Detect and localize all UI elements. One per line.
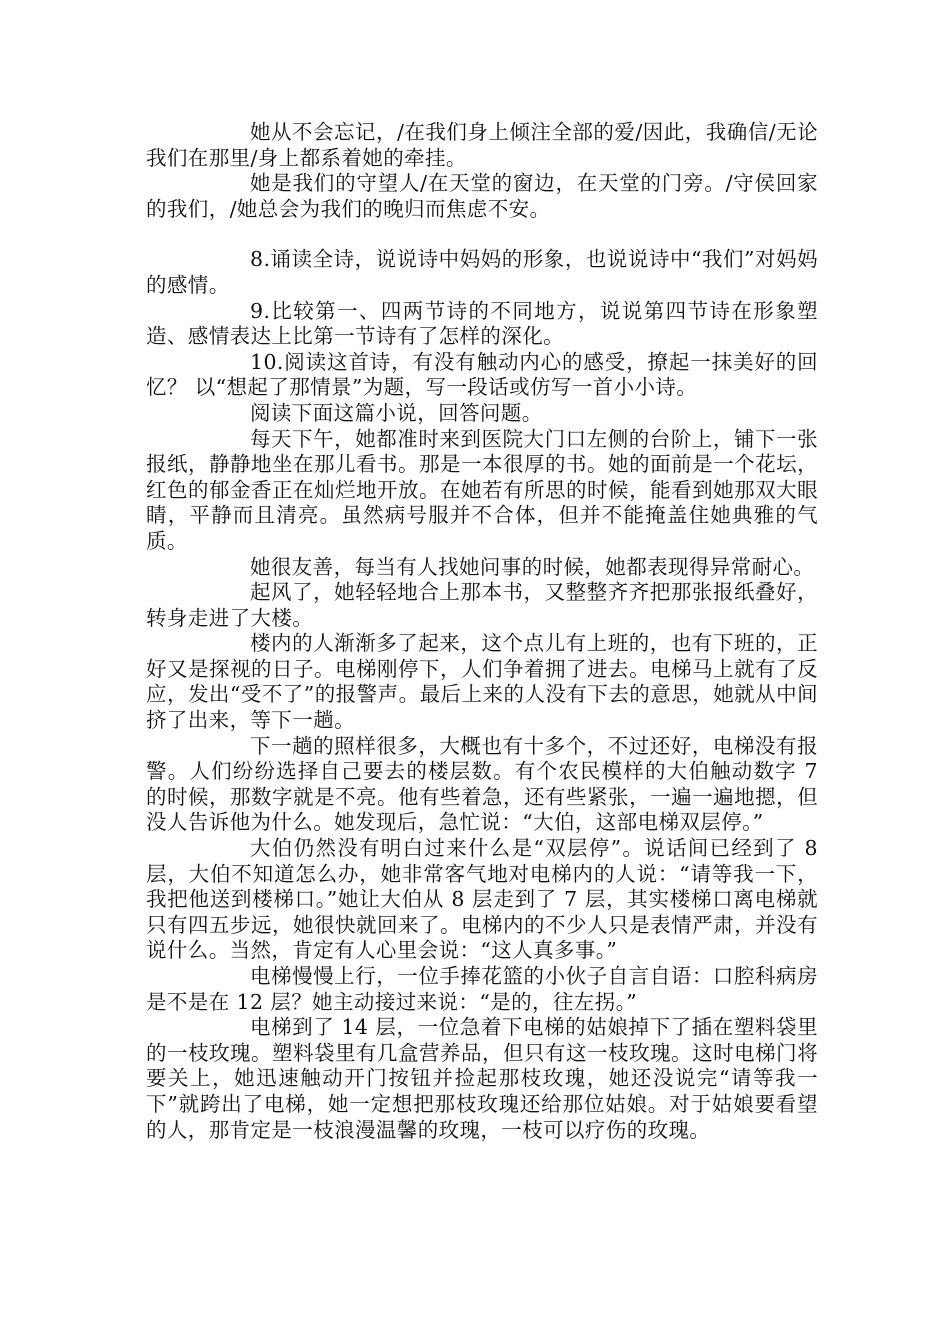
- question-9: 9.比较第一、四两节诗的不同地方，说说第四节诗在形象塑造、感情表达上比第一节诗有了怎样的深化。: [146, 298, 818, 349]
- story-paragraph-1: 每天下午，她都准时来到医院大门口左侧的台阶上，铺下一张报纸，静静地坐在那儿看书。那是一本很厚的书。她的面前是一个花坛，红色的郁金香正在灿烂地开放。在她若有所思的时候，能看到她那双大眼睛，平静而且清亮。虽然病号服并不合体，但并不能掩盖住她典雅的气质。: [146, 426, 818, 553]
- poem-stanza-1: 她从不会忘记，/在我们身上倾注全部的爱/因此，我确信/无论我们在那里/身上都系着她的牵挂。: [146, 120, 818, 170]
- story-paragraph-7: 电梯慢慢上行，一位手捧花篮的小伙子自言自语：口腔科病房是不是在 12 层？她主动接过来说：“是的，往左拐。”: [146, 964, 818, 1014]
- story-paragraph-6: 大伯仍然没有明白过来什么是“双层停”。说话间已经到了 8 层，大伯不知道怎么办，她非常客气地对电梯内的人说：“请等我一下，我把他送到楼梯口。”她让大伯从 8 层走到了 7 层，其实楼梯口离电梯就只有四五步远，她很快就回来了。电梯内的不少人只是表情严肃，并没有说什么。当然，肯定有人心里会说：“这人真多事。”: [146, 836, 818, 963]
- story-paragraph-4: 楼内的人渐渐多了起来，这个点儿有上班的，也有下班的，正好又是探视的日子。电梯刚停下，人们争着拥了进去。电梯马上就有了反应，发出“受不了”的报警声。最后上来的人没有下去的意思，她就从中间挤了出来，等下一趟。: [146, 631, 818, 733]
- story-paragraph-5: 下一趟的照样很多，大概也有十多个，不过还好，电梯没有报警。人们纷纷选择自己要去的楼层数。有个农民模样的大伯触动数字 7 的时候，那数字就是不亮。他有些着急，还有些紧张，一遍一遍地摁，但没人告诉他为什么。她发现后，急忙说：“大伯，这部电梯双层停。”: [146, 733, 818, 835]
- paragraph-gap: [146, 222, 818, 247]
- poem-stanza-2: 她是我们的守望人/在天堂的窗边，在天堂的门旁。/守侯回家的我们，/她总会为我们的晚归而焦虑不安。: [146, 171, 818, 221]
- document-page: [146, 120, 818, 1143]
- story-paragraph-2: 她很友善，每当有人找她问事的时候，她都表现得异常耐心。: [250, 554, 815, 579]
- question-10: 10.阅读这首诗，有没有触动内心的感受，撩起一抹美好的回忆？ 以“想起了那情景”为题，写一段话或仿写一首小小诗。: [146, 349, 818, 400]
- reading-instruction: 阅读下面这篇小说，回答问题。: [250, 400, 543, 425]
- question-8: 8.诵读全诗，说说诗中妈妈的形象，也说说诗中“我们”对妈妈的感情。: [146, 247, 818, 297]
- story-paragraph-8: 电梯到了 14 层，一位急着下电梯的姑娘掉下了插在塑料袋里的一枝玫瑰。塑料袋里有几盒营养品，但只有这一枝玫瑰。这时电梯门将要关上，她迅速触动开门按钮并捡起那枝玫瑰，她还没说完“请等我一下”就跨出了电梯，她一定想把那枝玫瑰还给那位姑娘。对于姑娘要看望的人，那肯定是一枝浪漫温馨的玫瑰，一枝可以疗伤的玫瑰。: [146, 1015, 818, 1142]
- story-paragraph-3: 起风了，她轻轻地合上那本书，又整整齐齐把那张报纸叠好，转身走进了大楼。: [146, 580, 818, 630]
